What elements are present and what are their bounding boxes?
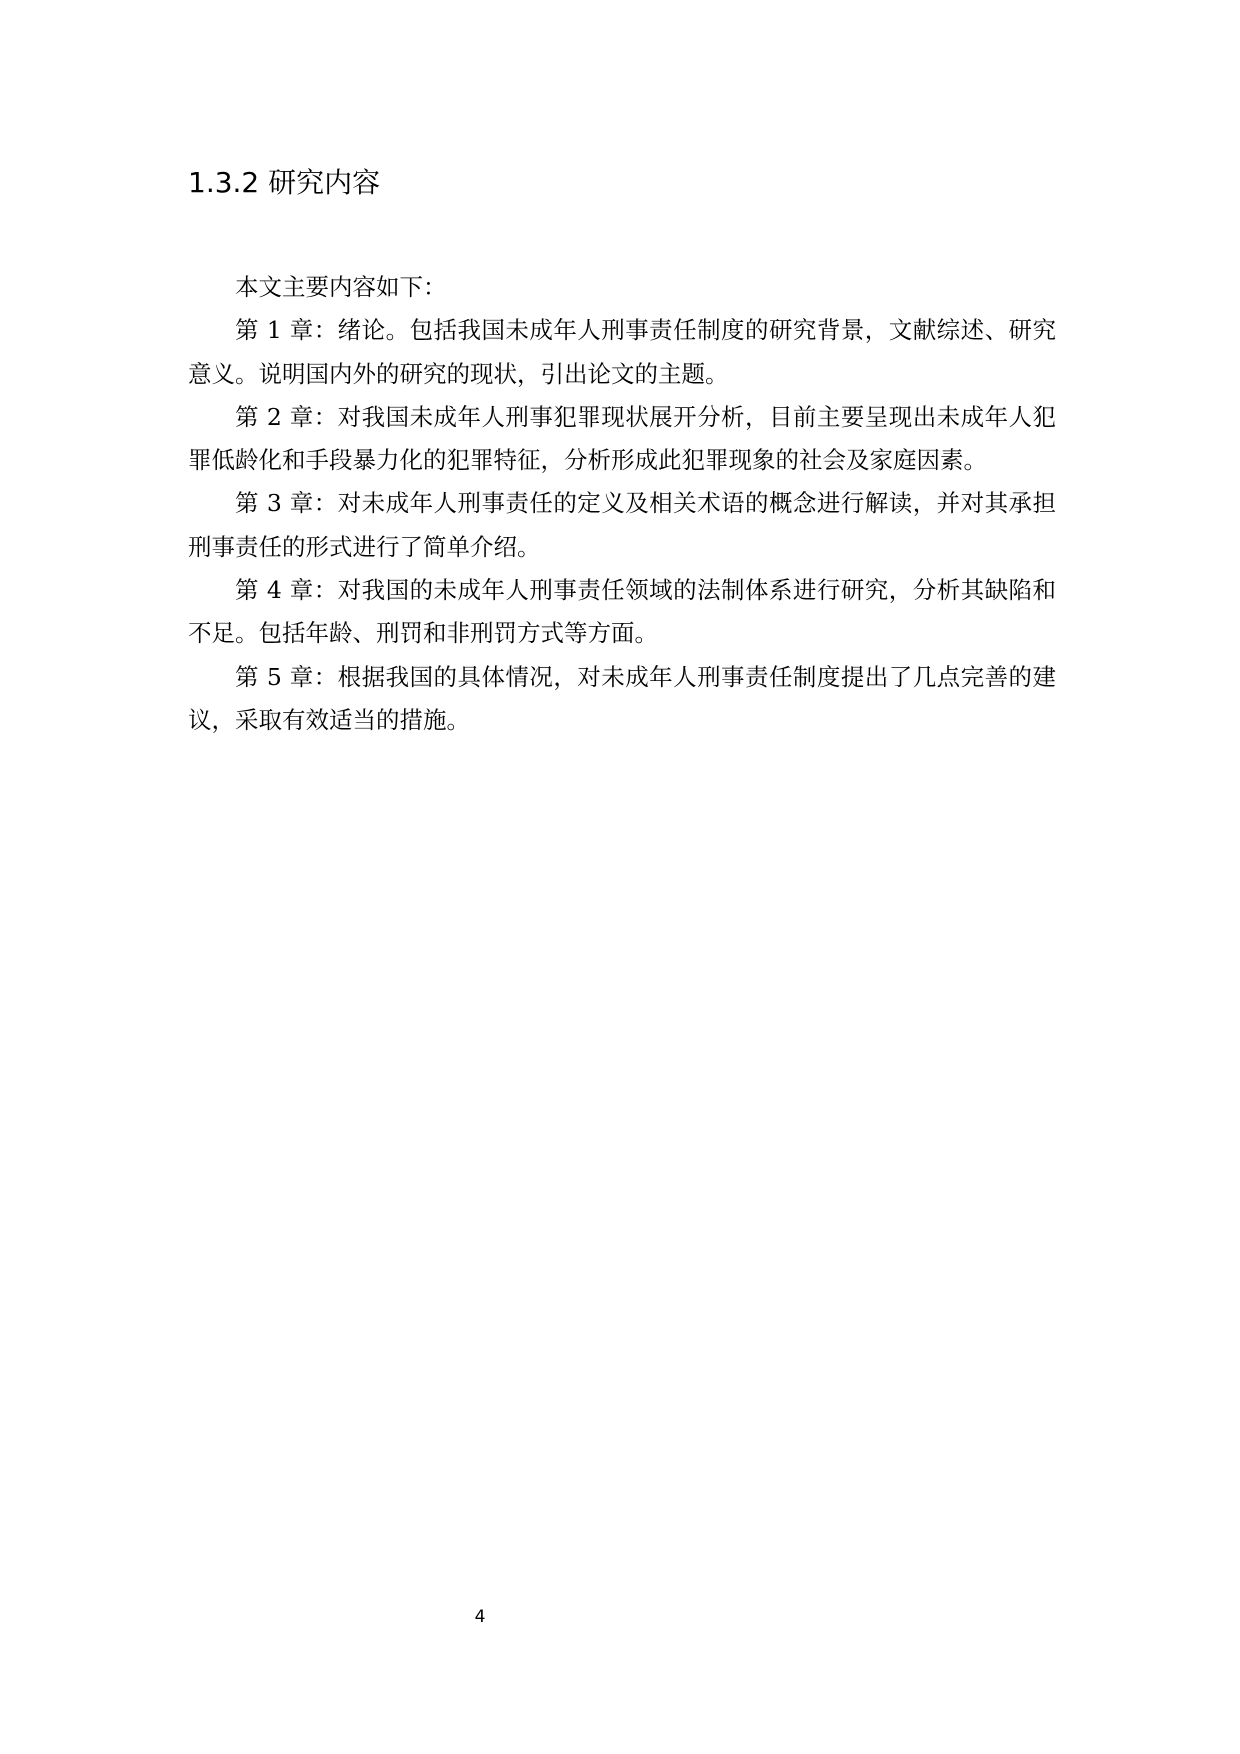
intro-paragraph: 本文主要内容如下： <box>235 273 447 301</box>
page-number: 4 <box>474 1607 486 1627</box>
chapter-4-paragraph: 第 4 章：对我国的未成年人刑事责任领域的法制体系进行研究，分析其缺陷和不足。包括年龄、刑罚和非刑罚方式等方面。 <box>188 576 1056 648</box>
chapter-5-paragraph: 第 5 章：根据我国的具体情况，对未成年人刑事责任制度提出了几点完善的建议，采取有效适当的措施。 <box>188 662 1056 734</box>
chapter-1-paragraph: 第 1 章：绪论。包括我国未成年人刑事责任制度的研究背景，文献综述、研究意义。说明国内外的研究的现状，引出论文的主题。 <box>188 316 1056 388</box>
chapter-2-paragraph: 第 2 章：对我国未成年人刑事犯罪现状展开分析，目前主要呈现出未成年人犯罪低龄化和手段暴力化的犯罪特征，分析形成此犯罪现象的社会及家庭因素。 <box>188 402 1056 475</box>
section-body <box>188 266 1056 742</box>
section-heading: 1.3.2 研究内容 <box>188 166 381 199</box>
chapter-3-paragraph: 第 3 章：对未成年人刑事责任的定义及相关术语的概念进行解读，并对其承担刑事责任的形式进行了简单介绍。 <box>188 489 1056 561</box>
